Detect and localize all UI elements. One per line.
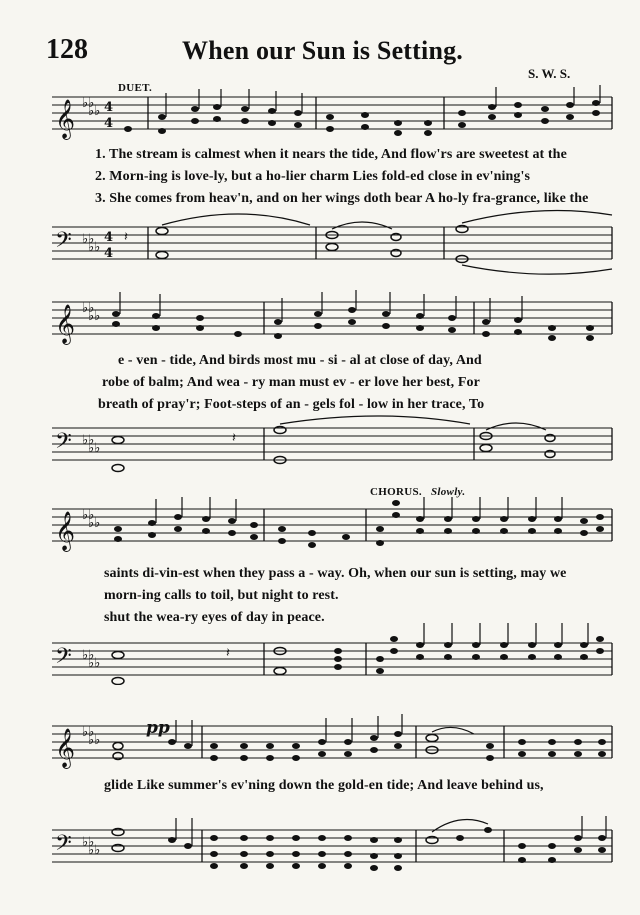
bass-staff-3 [52, 623, 612, 685]
svg-text:♭♭: ♭♭ [88, 240, 101, 255]
svg-text:♭♭: ♭♭ [82, 232, 95, 247]
lyric-verse-2-line-1: 2. Morn-ing is love-ly, but a ho-lier charm Lies fold-ed close in ev'ning's [95, 169, 531, 184]
svg-text:♭♭: ♭♭ [82, 725, 95, 740]
bass-staff-4 [52, 816, 612, 871]
svg-text:♭♭: ♭♭ [82, 96, 95, 111]
svg-text:𝄽: 𝄽 [124, 230, 128, 245]
svg-text:♭♭: ♭♭ [88, 656, 101, 671]
svg-text:𝄞: 𝄞 [55, 511, 76, 551]
lyric-verse-3-line-1: 3. She comes from heav'n, and on her wings doth bear A ho-ly fra-grance, like the [95, 191, 589, 206]
svg-text:♭♭: ♭♭ [88, 843, 101, 858]
svg-text:♭♭: ♭♭ [88, 104, 101, 119]
treble-staff-2 [52, 301, 612, 345]
pianissimo-marking: pp [146, 718, 170, 738]
svg-text:♭♭: ♭♭ [82, 301, 95, 316]
hymn-title: When our Sun is Setting. [182, 36, 464, 65]
svg-text:♭♭: ♭♭ [88, 733, 101, 748]
svg-text:♭♭: ♭♭ [88, 441, 101, 456]
svg-text:♭♭: ♭♭ [82, 433, 95, 448]
svg-text:♭♭: ♭♭ [82, 835, 95, 850]
svg-text:𝄢: 𝄢 [55, 228, 72, 258]
treble-staff-4 [52, 725, 612, 769]
svg-text:4: 4 [104, 100, 114, 115]
bass-staff-2 [52, 416, 612, 472]
svg-text:𝄞: 𝄞 [55, 99, 76, 139]
lyric-verse-1-line-1: 1. The stream is calmest when it nears the tide, And flow'rs are sweetest at the [95, 147, 567, 162]
lyric-verse-1-line-2: e - ven - tide, And birds most mu - si - al at close of day, And [118, 353, 482, 368]
lyric-verse-3-line-2: breath of pray'r; Foot-steps of an - gels fol - low in her trace, To [98, 397, 485, 412]
treble-notes-1 [124, 85, 600, 136]
page-number: 128 [46, 34, 88, 65]
svg-text:4: 4 [104, 116, 114, 131]
svg-text:𝄞: 𝄞 [55, 304, 76, 344]
svg-text:𝄽: 𝄽 [232, 431, 236, 446]
svg-text:♭♭: ♭♭ [88, 516, 101, 531]
svg-text:𝄢: 𝄢 [55, 644, 72, 674]
author-initials: S. W. S. [528, 66, 571, 81]
lyric-verse-3-line-3: shut the wea-ry eyes of day in peace. [104, 610, 325, 625]
lyric-verse-2-line-2: robe of balm; And wea - ry man must ev - er love her best, For [102, 375, 480, 390]
tempo-marking: Slowly. [430, 486, 466, 498]
duet-label: DUET. [118, 82, 152, 94]
music-system-4 [0, 712, 640, 902]
svg-text:♭♭: ♭♭ [82, 508, 95, 523]
treble-notes-4 [113, 714, 606, 761]
music-system-1 [0, 85, 640, 285]
svg-text:𝄞: 𝄞 [55, 728, 76, 768]
svg-text:4: 4 [104, 246, 114, 261]
lyric-verse-1-line-4: glide Like summer's ev'ning down the gold-en tide; And leave behind us, [104, 778, 544, 793]
svg-text:4: 4 [104, 230, 114, 245]
bass-staff-1 [52, 211, 612, 275]
treble-notes-2 [112, 290, 594, 341]
treble-notes-3 [114, 497, 604, 548]
chorus-text: CHORUS. [370, 486, 422, 498]
treble-staff-3 [52, 508, 612, 552]
svg-text:𝄢: 𝄢 [55, 429, 72, 459]
svg-text:𝄢: 𝄢 [55, 831, 72, 861]
lyric-verse-2-line-3: morn-ing calls to toil, but night to rest. [104, 588, 339, 603]
svg-text:♭♭: ♭♭ [88, 309, 101, 324]
svg-text:♭♭: ♭♭ [82, 648, 95, 663]
svg-text:𝄽: 𝄽 [226, 646, 230, 661]
lyric-verse-1-line-3: saints di-vin-est when they pass a - way. Oh, when our sun is setting, may we [104, 566, 567, 581]
